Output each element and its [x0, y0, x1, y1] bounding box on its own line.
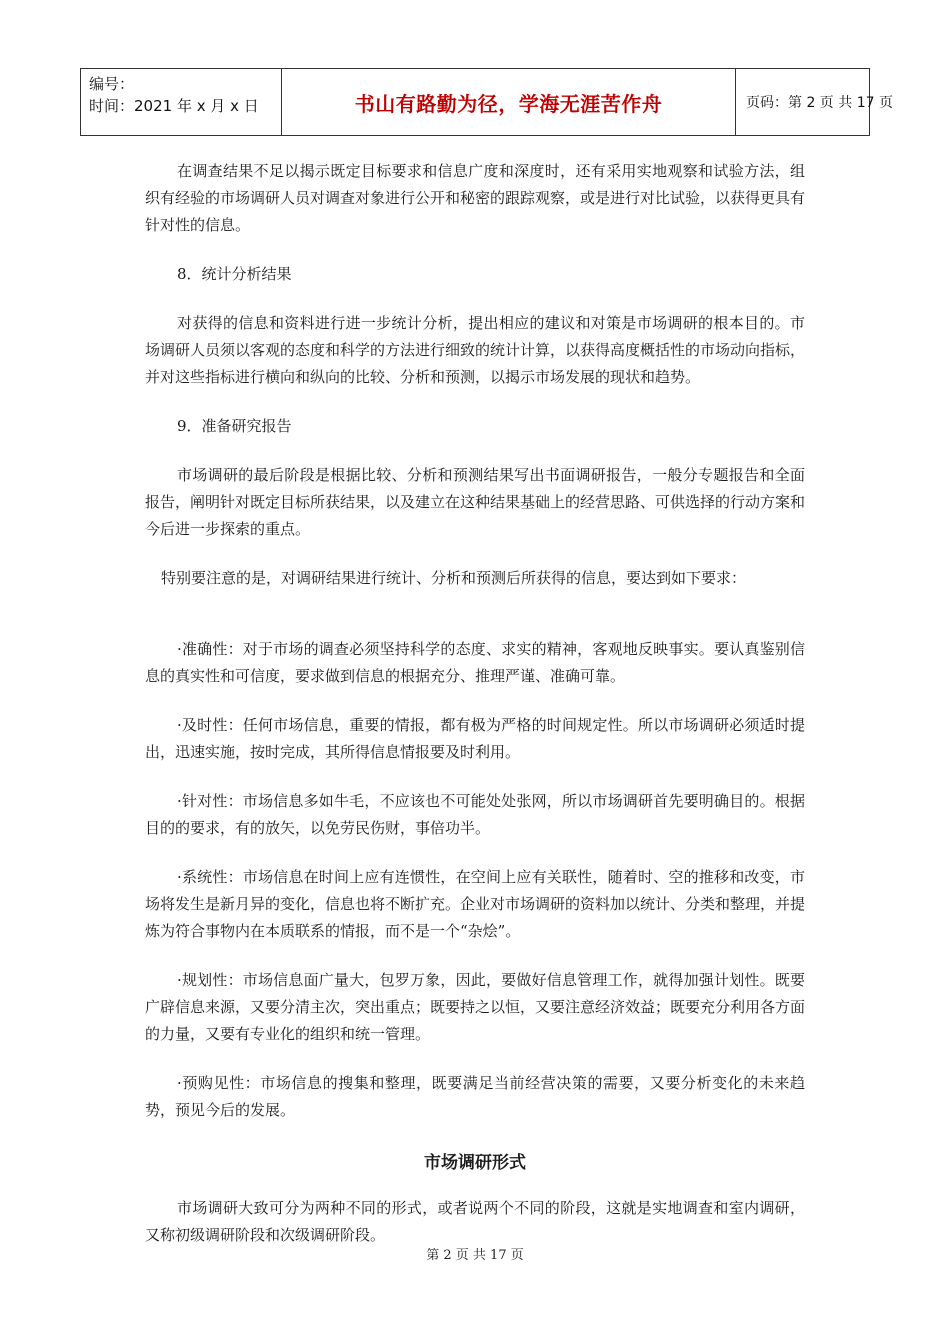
paragraph: 在调查结果不足以揭示既定目标要求和信息广度和深度时，还有采用实地观察和试验方法，组织有经验的市场调研人员对调查对象进行公开和秘密的跟踪观察，或是进行对比试验，以获得更具有针对性的信息。 — [145, 162, 806, 234]
header-motto: 书山有路勤为径，学海无涯苦作舟 — [282, 69, 736, 135]
page-footer: 第 2 页 共 17 页 — [426, 1248, 524, 1263]
paragraph: 对获得的信息和资料进行进一步统计分析，提出相应的建议和对策是市场调研的根本目的。市场调研人员须以客观的态度和科学的方法进行细致的统计计算，以获得高度概括性的市场动向指标，并对这些指标进行横向和纵向的比较、分析和预测，以揭示市场发展的现状和趋势。 — [145, 314, 806, 386]
requirement-item: ·准确性：对于市场的调查必须坚持科学的态度、求实的精神，客观地反映事实。要认真鉴别信息的真实性和可信度，要求做到信息的根据充分、推理严谨、准确可靠。 — [145, 640, 805, 685]
document-body — [145, 158, 805, 1249]
requirement-item: ·预购见性：市场信息的搜集和整理，既要满足当前经营决策的需要，又要分析变化的未来趋势，预见今后的发展。 — [145, 1074, 805, 1119]
requirement-item: ·及时性：任何市场信息，重要的情报，都有极为严格的时间规定性。所以市场调研必须适时提出，迅速实施，按时完成，其所得信息情报要及时利用。 — [145, 716, 805, 761]
requirement-item: ·规划性：市场信息面广量大，包罗万象，因此，要做好信息管理工作，就得加强计划性。既要广辟信息来源，又要分清主次，突出重点；既要持之以恒，又要注意经济效益；既要充分利用各方面的力量，又要有专业化的组织和统一管理。 — [145, 971, 806, 1043]
header-page-info: 页码：第 2 页 共 17 页 — [736, 69, 870, 135]
page-header — [80, 68, 893, 136]
document-date-label: 时间：2021 年 x 月 x 日 — [89, 97, 259, 115]
document-number-label: 编号： — [89, 75, 135, 93]
paragraph: 特别要注意的是，对调研结果进行统计、分析和预测后所获得的信息，要达到如下要求： — [161, 569, 747, 587]
requirement-item: ·系统性：市场信息在时间上应有连惯性，在空间上应有关联性，随着时、空的推移和改变，市场将发生是新月异的变化，信息也将不断扩充。企业对市场调研的资料加以统计、分类和整理，并提炼为符合事物内在本质联系的情报，而不是一个“杂烩”。 — [145, 868, 806, 940]
requirement-item: ·针对性：市场信息多如牛毛，不应该也不可能处处张网，所以市场调研首先要明确目的。根据目的的要求，有的放矢，以免劳民伤财，事倍功半。 — [145, 792, 805, 837]
header-meta — [80, 69, 282, 135]
section-title: 市场调研形式 — [424, 1153, 526, 1173]
step-heading: 8．统计分析结果 — [177, 265, 292, 283]
step-heading: 9．准备研究报告 — [177, 417, 292, 435]
paragraph: 市场调研的最后阶段是根据比较、分析和预测结果写出书面调研报告，一般分专题报告和全面报告，阐明针对既定目标所获结果，以及建立在这种结果基础上的经营思路、可供选择的行动方案和今后进一步探索的重点。 — [145, 466, 806, 538]
paragraph: 市场调研大致可分为两种不同的形式，或者说两个不同的阶段，这就是实地调查和室内调研，又称初级调研阶段和次级调研阶段。 — [145, 1199, 805, 1244]
